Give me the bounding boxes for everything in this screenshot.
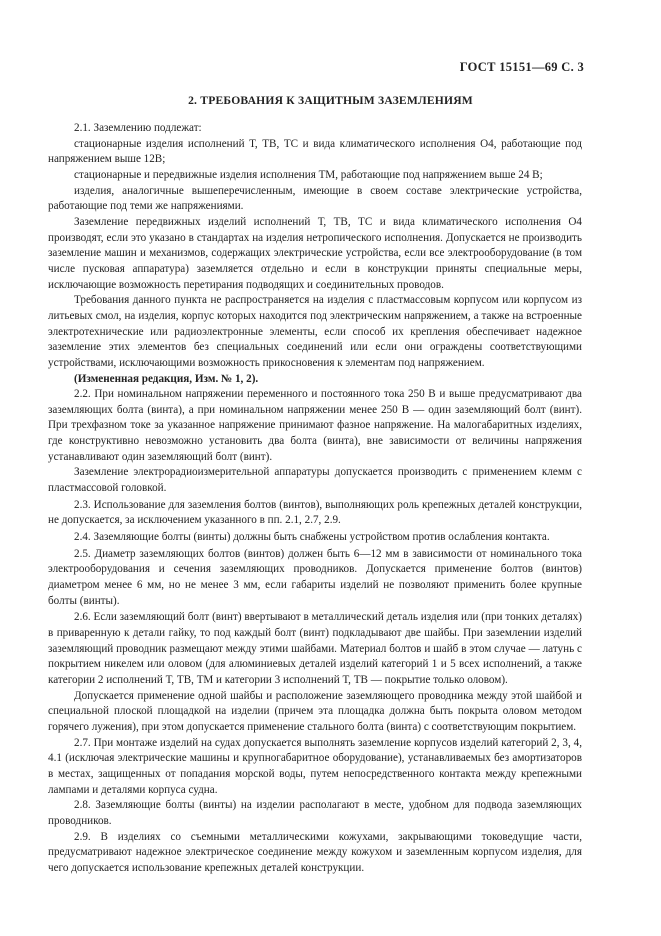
paragraph-2-3: 2.3. Использование для заземления болтов (винтов), выполняющих роль крепежных деталей конструкции, не допускается, за исключением указанного в пп. 2.1, 2.7, 2.9. [48,498,582,527]
section-title: 2. ТРЕБОВАНИЯ К ЗАЩИТНЫМ ЗАЗЕМЛЕНИЯМ [188,94,473,107]
paragraph-2-9: 2.9. В изделиях со съемными металлическими кожухами, закрывающими токоведущие части, предусматривают надежное электрическое соединение между кожухом и заземленным корпусом изделия, для чего допускается использование крепежных деталей конструкции. [48,830,582,874]
paragraph-2-8: 2.8. Заземляющие болты (винты) на изделии располагают в месте, удобном для подвода заземляющих проводников. [48,799,582,827]
page-header: ГОСТ 15151—69 С. 3 [459,60,584,74]
paragraph: Допускается применение одной шайбы и расположение заземляющего проводника между этой шайбой и специальной плоской площадкой на изделии (причем эта площадка должна быть покрыта оловом методом горячего лужения), при этом допускается применение стального болта (винта) с соответствующим покрытием. [48,689,582,733]
paragraph-2-7: 2.7. При монтаже изделий на судах допускается выполнять заземление корпусов изделий категорий 2, 3, 4, 4.1 (исключая электрические машины и крупногабаритное оборудование), устанавливаемых без амортизаторов в местах, защищенных от попадания морской воды, путем непосредственного контакта между крепежными лампами и деталями корпуса судна. [48,736,582,796]
paragraph-2-2: 2.2. При номинальном напряжении переменного и постоянного тока 250 В и выше предусматривают два заземляющих болта (винта), а при номинальном напряжении менее 250 В — один заземляющий болт (винт). При трехфазном токе за указанное напряжение принимают фазное напряжение. На малогабаритных изделиях, где конструктивно невозможно установить два болта (винта), вне зависимости от величины напряжения устанавливают один заземляющий болт (винт). [48,388,582,463]
paragraph-2-5: 2.5. Диаметр заземляющих болтов (винтов) должен быть 6—12 мм в зависимости от номинального тока электрооборудования и сечения заземляющих проводников. Допускается применение болтов (винтов) диаметром менее 6 мм, но не менее 3 мм, если габариты изделий не позволяют применить более крупные болты (винты). [48,547,582,607]
paragraph-list-item: стационарные изделия исполнений Т, ТВ, ТС и вида климатического исполнения О4, работающие под напряжением выше 12В; [48,137,582,166]
paragraph-2-6: 2.6. Если заземляющий болт (винт) ввертывают в металлический деталь изделия или (при тонких деталях) в приваренную к детали гайку, то под каждый болт (винт) подкладывают две шайбы. При заземлении изделий заземляющий проводник размещают между этими шайбами. Материал болтов и шайб в этом случае — латунь с покрытием никелем или оловом (для алюминиевых деталей изделий категорий 1 и 5 всех исполнений, а также категории 2 исполнений Т, ТВ, ТМ и категории 3 исполнений Т, ТВ — покрытие только оловом). [48,611,582,686]
paragraph: Заземление электрорадиоизмерительной аппаратуры допускается производить с применением клемм с пластмассовой головкой. [48,466,582,495]
paragraph: Требования данного пункта не распространяется на изделия с пластмассовым корпусом или корпусом из литьевых смол, на изделия, корпус которых находится под электрическим напряжением, а также на встроенные электротехнические или радиоэлектронные элементы, если способ их крепления обеспечивает надежное заземление этих элементов без специальных соединений или если они ограждены соответствующими устройствами, исключающими возможность прикосновения к элементам под напряжением. [48,294,582,369]
paragraph-2-1: 2.1. Заземлению подлежат: [74,122,202,134]
document-body [48,121,582,877]
paragraph-list-item: стационарные и передвижные изделия исполнения ТМ, работающие под напряжением выше 24 В; [74,168,543,181]
paragraph: Заземление передвижных изделий исполнений Т, ТВ, ТС и вида климатического исполнения О4 производят, если это указано в стандартах на изделия нетропического исполнения. Допускается не производить заземление машин и механизмов, содержащих электрические устройства, если все электрооборудование (в том числе пусковая аппаратура) заземляется отдельно и если в конструкции приняты специальные меры, исключающие возможность перетирания подводящих и соединительных проводов. [48,215,582,291]
paragraph-list-item: изделия, аналогичные вышеперечисленным, имеющие в своем составе электрические устройства, работающие под теми же напряжениями. [48,184,582,213]
paragraph-2-4: 2.4. Заземляющие болты (винты) должны быть снабжены устройством против ослабления контакта. [74,531,550,544]
amendment-note: (Измененная редакция, Изм. № 1, 2). [74,372,259,385]
